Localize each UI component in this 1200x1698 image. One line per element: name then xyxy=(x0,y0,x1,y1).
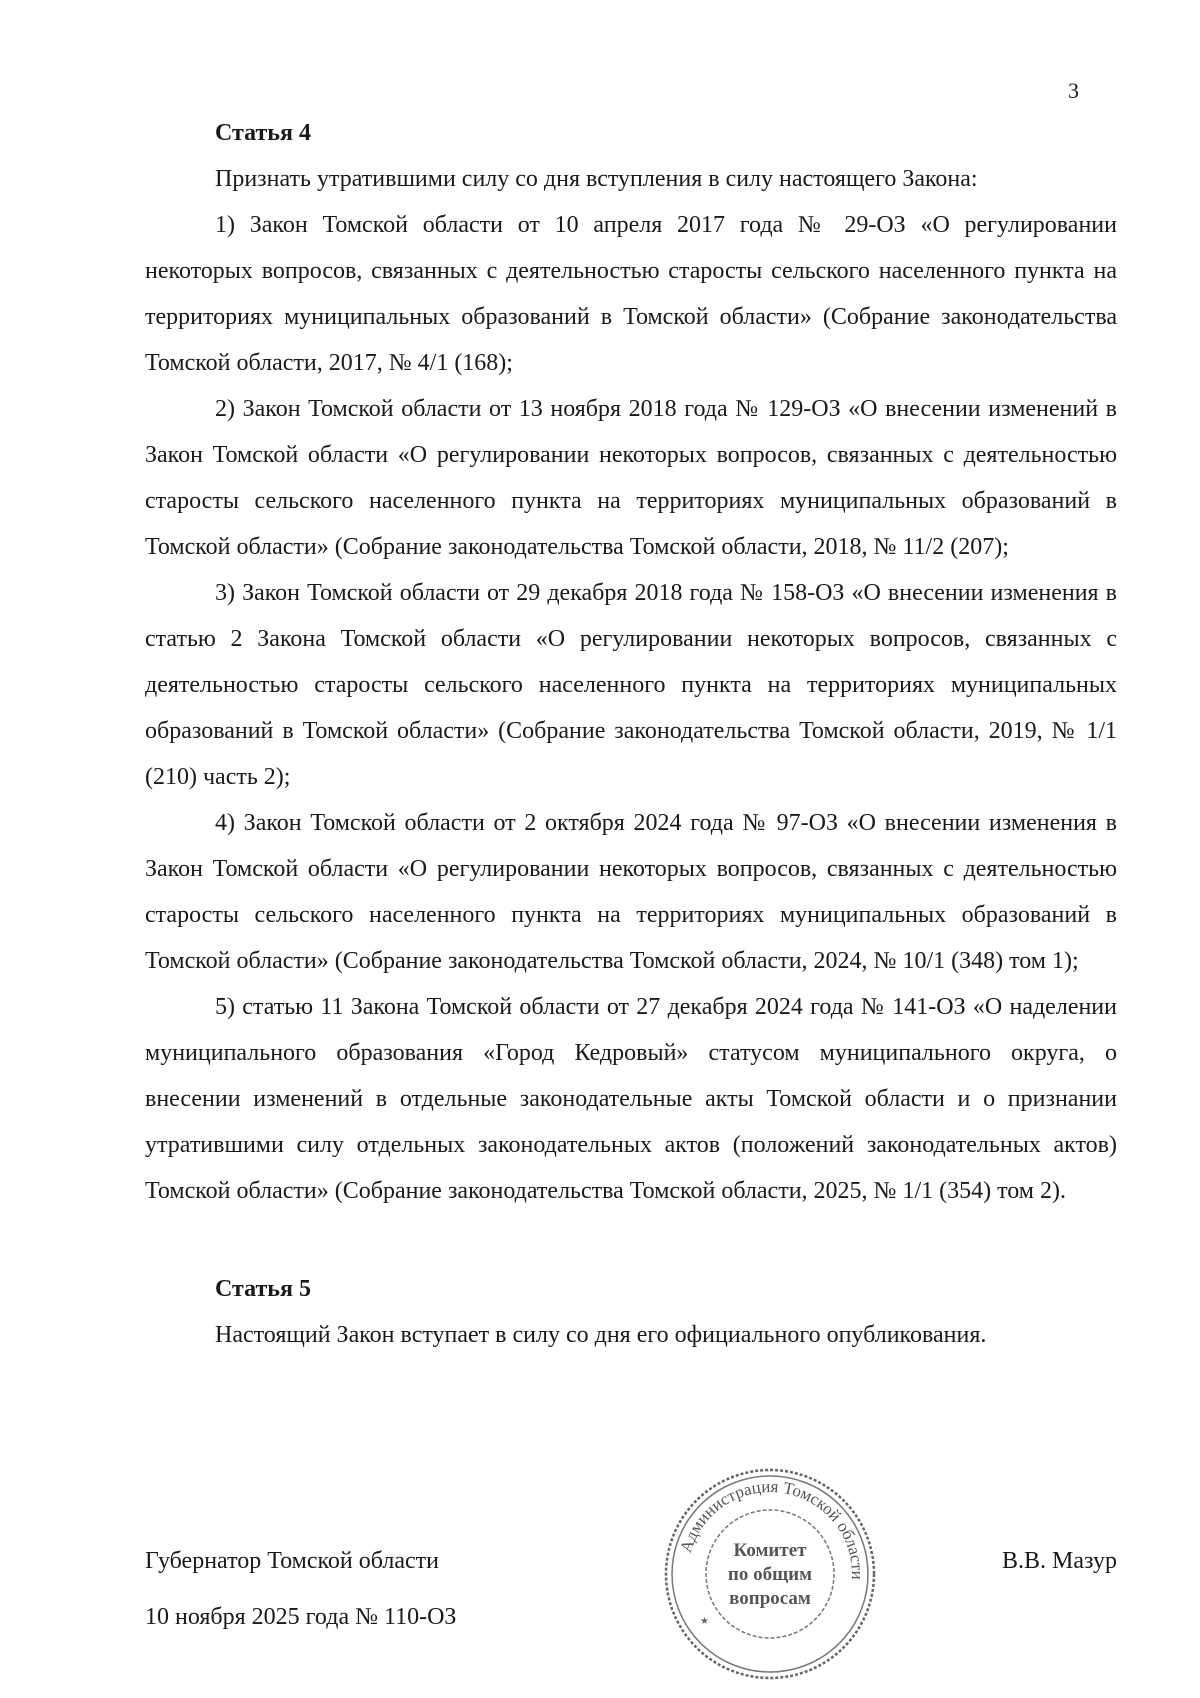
stamp-star-icon: ★ xyxy=(700,1616,709,1627)
article-5-text: Настоящий Закон вступает в силу со дня его официального опубликования. xyxy=(215,1322,987,1348)
article-4-item-5: 5) статью 11 Закона Томской области от 27 декабря 2024 года № 141-ОЗ «О наделении муниципального образования «Город Кедровый» статусом муниципального округа, о внесении изменений в отдельные законодательные акты Томской области и о признании утратившими силу отдельных законодательных актов (положений законодательных актов) Томской области» (Собрание законодательства Томской области, 2025, № 1/1 (354) том 2). xyxy=(145,994,1117,1204)
stamp-line-2: по общим xyxy=(727,1564,813,1585)
article-4-heading: Статья 4 xyxy=(215,120,311,146)
article-4-item-2: 2) Закон Томской области от 13 ноября 2018 года № 129-ОЗ «О внесении изменений в Закон Томской области «О регулировании некоторых вопросов, связанных с деятельностью старосты сельского населенного пункта на территориях муниципальных образований в Томской области» (Собрание законодательства Томской области, 2018, № 11/2 (207); xyxy=(145,396,1117,560)
article-4-item-1: 1) Закон Томской области от 10 апреля 2017 года № 29-ОЗ «О регулировании некоторых вопросов, связанных с деятельностью старосты сельского населенного пункта на территориях муниципальных образований в Томской области» (Собрание законодательства Томской области, 2017, № 4/1 (168); xyxy=(145,212,1117,376)
stamp-ring-text: Администрация Томской области xyxy=(676,1476,868,1580)
stamp-line-1: Комитет xyxy=(733,1540,807,1561)
signature-block xyxy=(145,1536,1117,1656)
section-gap xyxy=(145,1214,1117,1266)
article-4-item-4: 4) Закон Томской области от 2 октября 2024 года № 97-ОЗ «О внесении изменения в Закон Томской области «О регулировании некоторых вопросов, связанных с деятельностью старосты сельского населенного пункта на территориях муниципальных образований в Томской области» (Собрание законодательства Томской области, 2024, № 10/1 (348) том 1); xyxy=(145,810,1117,974)
signatory-name: В.В. Мазур xyxy=(1002,1548,1117,1574)
document-body xyxy=(145,110,1117,1358)
page-number: 3 xyxy=(1068,78,1079,103)
official-stamp xyxy=(660,1464,880,1684)
signatory-title: Губернатор Томской области xyxy=(145,1548,439,1574)
law-date-number: 10 ноября 2025 года № 110-ОЗ xyxy=(145,1604,457,1630)
article-4-intro: Признать утратившими силу со дня вступления в силу настоящего Закона: xyxy=(215,166,978,192)
article-5-heading: Статья 5 xyxy=(215,1276,311,1302)
article-4-item-3: 3) Закон Томской области от 29 декабря 2018 года № 158-ОЗ «О внесении изменения в статью 2 Закона Томской области «О регулировании некоторых вопросов, связанных с деятельностью старосты сельского населенного пункта на территориях муниципальных образований в Томской области» (Собрание законодательства Томской области, 2019, № 1/1 (210) часть 2); xyxy=(145,580,1117,790)
stamp-line-3: вопросам xyxy=(729,1588,811,1609)
